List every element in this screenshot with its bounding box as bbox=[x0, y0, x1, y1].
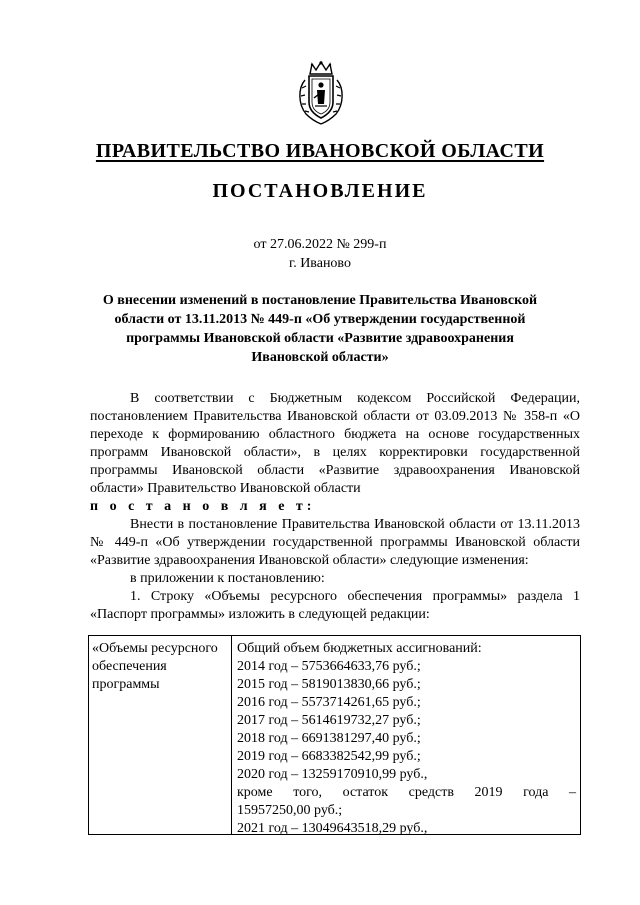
table-line: 15957250,00 руб.; bbox=[237, 803, 343, 818]
resources-table bbox=[88, 635, 581, 835]
table-line: 2017 год – 5614619732,27 руб.; bbox=[237, 713, 421, 728]
document-type: ПОСТАНОВЛЕНИЕ bbox=[212, 180, 428, 202]
table-line: 2018 год – 6691381297,40 руб.; bbox=[237, 731, 421, 746]
decree-body bbox=[90, 390, 580, 624]
table-line: 2016 год – 5573714261,65 руб.; bbox=[237, 695, 421, 710]
table-line: 2019 год – 6683382542,99 руб.; bbox=[237, 749, 421, 764]
table-line: 2020 год – 13259170910,99 руб., bbox=[237, 767, 428, 782]
table-line: Общий объем бюджетных ассигнований: bbox=[237, 641, 482, 656]
city: г. Иваново bbox=[289, 256, 351, 271]
item-1-paragraph: 1. Строку «Объемы ресурсного обеспечения программы» раздела 1 «Паспорт программы» изложить в следующей редакции: bbox=[90, 589, 580, 622]
annex-paragraph: в приложении к постановлению: bbox=[130, 571, 325, 586]
decree-word: п о с т а н о в л я е т: bbox=[90, 499, 316, 514]
table-label-cell: «Объемы ресурсного обеспечения программы bbox=[89, 636, 232, 834]
government-title: ПРАВИТЕЛЬСТВО ИВАНОВСКОЙ ОБЛАСТИ bbox=[95, 140, 545, 162]
table-values-cell bbox=[233, 636, 580, 834]
table-line: 2021 год – 13049643518,29 руб., bbox=[237, 821, 428, 836]
decree-subject: О внесении изменений в постановление Правительства Ивановской области от 13.11.2013 № 449-п «Об утверждении государственной программы Ивановской области «Развитие здравоохранения Ивановской области» bbox=[102, 293, 538, 365]
preamble-paragraph: В соответствии с Бюджетным кодексом Российской Федерации, постановлением Правительства Ивановской области от 03.09.2013 № 358-п «О переходе к формированию областного бюджета на основе государственных программ Ивановской области», в целях корректировки государственной программы Ивановской области «Развитие здравоохранения Ивановской области» Правительство Ивановской области bbox=[90, 391, 580, 496]
table-line: кроме того, остаток средств 2019 года – bbox=[237, 785, 576, 800]
date-number: от 27.06.2022 № 299-п bbox=[253, 237, 387, 252]
table-line: 2014 год – 5753664633,76 руб.; bbox=[237, 659, 421, 674]
ivanovo-coat-of-arms-icon bbox=[296, 60, 346, 126]
table-line: 2015 год – 5819013830,66 руб.; bbox=[237, 677, 421, 692]
amendment-paragraph: Внести в постановление Правительства Ивановской области от 13.11.2013 № 449-п «Об утверждении государственной программы Ивановской области «Развитие здравоохранения Ивановской области» следующие изменения: bbox=[90, 517, 580, 568]
